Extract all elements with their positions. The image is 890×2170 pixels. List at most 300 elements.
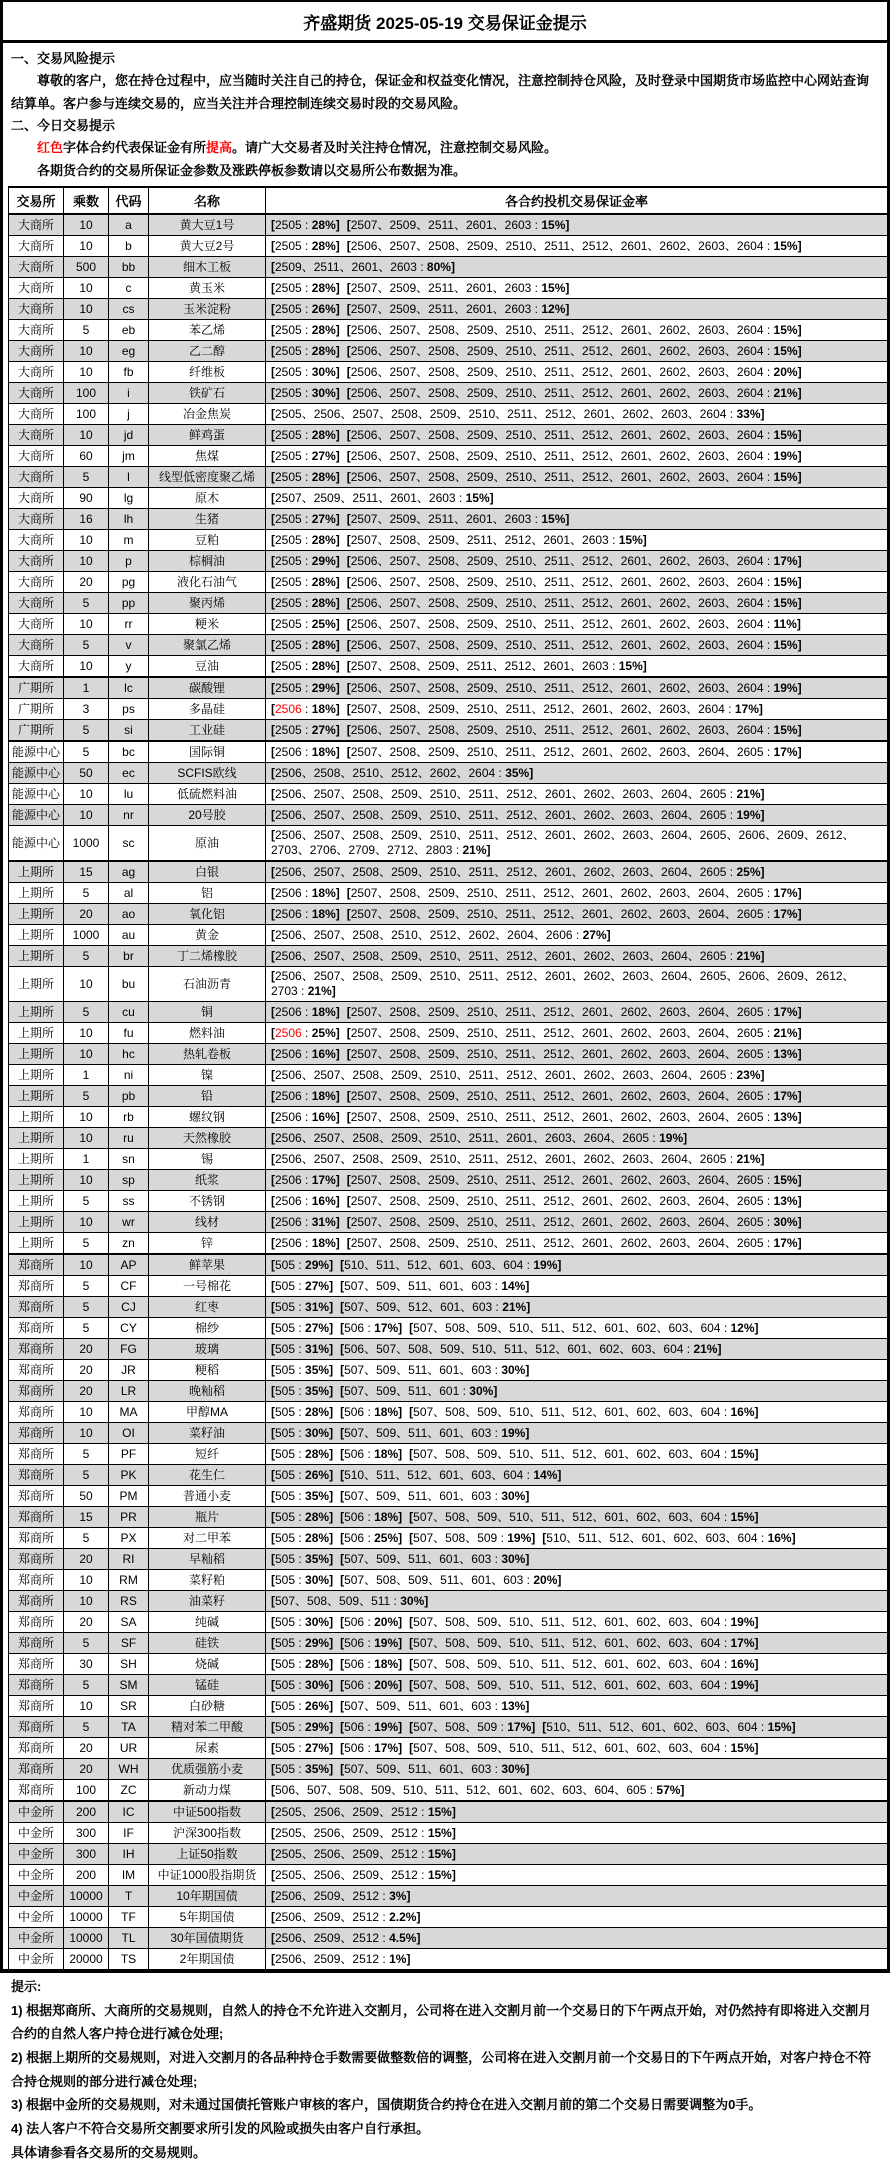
exchange-cell: 上期所 <box>9 1170 64 1191</box>
exchange-cell: 广期所 <box>9 699 64 720</box>
margin-percent: 21% <box>736 1151 761 1166</box>
code-cell: wr <box>109 1212 149 1233</box>
contract-list: 2506、2507、2508、2509、2510、2511、2512、2601、2602、2603、2604 <box>350 637 764 652</box>
table-row <box>9 1107 888 1128</box>
table-row <box>9 1654 888 1675</box>
margin-rates-cell: [2509、2511、2601、2603 : 80%] <box>266 257 888 278</box>
code-cell: sc <box>109 826 149 862</box>
multiplier-cell: 20 <box>64 1759 109 1780</box>
code-cell: y <box>109 656 149 678</box>
contract-list: 505 <box>275 1551 296 1566</box>
code-cell: eg <box>109 341 149 362</box>
table-row <box>9 1423 888 1444</box>
code-cell: b <box>109 236 149 257</box>
raised-margin-contracts: 2506 <box>275 1025 302 1040</box>
margin-percent: 31% <box>305 1299 330 1314</box>
contract-list: 2506、2507、2508、2509、2510、2511、2512、2601、2602、2603、2604 <box>350 238 764 253</box>
contract-list: 2505 <box>275 217 302 232</box>
risk-notice-paragraph: 尊敬的客户，您在持仓过程中，应当随时关注自己的持仓，保证金和权益变化情况，注意控制持仓风险，及时登录中国期货市场监控中心网站查询结算单。客户参与连续交易的，应当关注并合理控制连续交易时段的交易风险。 <box>11 73 870 111</box>
margin-rates-cell: [2507、2509、2511、2601、2603 : 15%] <box>266 488 888 509</box>
contract-list: 2506、2509、2512 <box>275 1930 380 1945</box>
exchange-cell: 郑商所 <box>9 1444 64 1465</box>
table-row <box>9 299 888 320</box>
multiplier-cell: 500 <box>64 257 109 278</box>
exchange-cell: 能源中心 <box>9 784 64 805</box>
name-cell: 棉纱 <box>149 1318 266 1339</box>
code-cell: TL <box>109 1928 149 1949</box>
margin-rates-cell: [505 : 30%] [506 : 20%] [507、508、509、510、511、512、601、602、603、604 : 19%] <box>266 1675 888 1696</box>
name-cell: 石油沥青 <box>149 967 266 1002</box>
code-cell: i <box>109 383 149 404</box>
contract-list: 2507、2508、2509、2510、2511、2512、2601、2602、2603、2604 <box>350 701 725 716</box>
multiplier-cell: 5 <box>64 1002 109 1023</box>
multiplier-cell: 200 <box>64 1865 109 1886</box>
contract-list: 507、508、509、510、511、512、601、602、603、604 <box>413 1446 721 1461</box>
margin-percent: 15% <box>541 511 566 526</box>
table-row <box>9 1254 888 1276</box>
multiplier-cell: 1 <box>64 1149 109 1170</box>
exchange-cell: 郑商所 <box>9 1402 64 1423</box>
name-cell: 甲醇MA <box>149 1402 266 1423</box>
margin-percent: 28% <box>311 322 336 337</box>
name-cell: 苯乙烯 <box>149 320 266 341</box>
table-row <box>9 1065 888 1086</box>
contract-list: 505 <box>275 1740 296 1755</box>
contract-list: 510、511、512、601、603、604 <box>344 1467 524 1482</box>
header-exchange: 交易所 <box>9 187 64 214</box>
table-row <box>9 1633 888 1654</box>
margin-percent: 30% <box>469 1383 494 1398</box>
multiplier-cell: 20 <box>64 1360 109 1381</box>
page-title: 齐盛期货 2025-05-19 交易保证金提示 <box>3 2 887 43</box>
margin-percent: 28% <box>311 532 336 547</box>
multiplier-cell: 5 <box>64 1465 109 1486</box>
exchange-cell: 上期所 <box>9 1107 64 1128</box>
code-cell: RM <box>109 1570 149 1591</box>
contract-list: 2506 <box>275 1109 302 1124</box>
code-cell: nr <box>109 805 149 826</box>
name-cell: 10年期国债 <box>149 1886 266 1907</box>
margin-percent: 15% <box>773 427 798 442</box>
multiplier-cell: 3 <box>64 699 109 720</box>
margin-rates-cell: [2506 : 17%] [2507、2508、2509、2510、2511、2512、2601、2602、2603、2604、2605 : 15%] <box>266 1170 888 1191</box>
name-cell: 铅 <box>149 1086 266 1107</box>
code-cell: T <box>109 1886 149 1907</box>
multiplier-cell: 10 <box>64 530 109 551</box>
code-cell: ni <box>109 1065 149 1086</box>
table-row <box>9 530 888 551</box>
margin-percent: 17% <box>773 744 798 759</box>
margin-percent: 19% <box>730 1677 755 1692</box>
margin-percent: 15% <box>767 1719 792 1734</box>
note-text-segment: 字体合约代表保证金有所 <box>63 140 207 156</box>
code-cell: ss <box>109 1191 149 1212</box>
multiplier-cell: 5 <box>64 1444 109 1465</box>
name-cell: 烧碱 <box>149 1654 266 1675</box>
header-margin-rates: 各合约投机交易保证金率 <box>266 187 888 214</box>
margin-percent: 18% <box>311 701 336 716</box>
code-cell: JR <box>109 1360 149 1381</box>
contract-list: 2507、2508、2509、2510、2511、2512、2601、2602、2603、2604、2605 <box>350 1214 764 1229</box>
code-cell: bu <box>109 967 149 1002</box>
contract-list: 2506 <box>275 1214 302 1229</box>
margin-rates-cell: [505 : 27%] [506 : 17%] [507、508、509、510、511、512、601、602、603、604 : 12%] <box>266 1318 888 1339</box>
code-cell: CY <box>109 1318 149 1339</box>
header-code: 代码 <box>109 187 149 214</box>
table-row <box>9 635 888 656</box>
margin-rates-cell: [505 : 30%] [506 : 20%] [507、508、509、510、511、512、601、602、603、604 : 19%] <box>266 1612 888 1633</box>
margin-percent: 17% <box>730 1635 755 1650</box>
multiplier-cell: 10 <box>64 1402 109 1423</box>
margin-percent: 21% <box>693 1341 718 1356</box>
contract-list: 505 <box>275 1656 296 1671</box>
margin-percent: 16% <box>730 1404 755 1419</box>
margin-percent: 17% <box>773 553 798 568</box>
table-row <box>9 572 888 593</box>
contract-list: 507、508、509、510、511、512、601、602、603、604 <box>413 1656 721 1671</box>
name-cell: 多晶硅 <box>149 699 266 720</box>
contract-list: 2505 <box>275 448 302 463</box>
exchange-cell: 上期所 <box>9 1149 64 1170</box>
margin-rates-cell: [505 : 28%] [506 : 18%] [507、508、509、510、511、512、601、602、603、604 : 16%] <box>266 1402 888 1423</box>
margin-rates-cell: [2506、2507、2508、2509、2510、2511、2512、2601、2602、2603、2604、2605、2606、2609、2612、2703、2706、2709、2712、2803 : 21%] <box>266 826 888 862</box>
contract-list: 2506、2507、2508、2509、2510、2511、2512、2601、2602、2603、2604 <box>350 469 764 484</box>
margin-rates-cell: [2505 : 30%] [2506、2507、2508、2509、2510、2511、2512、2601、2602、2603、2604 : 20%] <box>266 362 888 383</box>
contract-list: 2506、2507、2508、2509、2510、2511、2512、2601、2602、2603、2604、2605 <box>275 948 727 963</box>
contract-list: 505 <box>275 1404 296 1419</box>
table-row <box>9 1823 888 1844</box>
exchange-cell: 能源中心 <box>9 826 64 862</box>
margin-percent: 25% <box>311 616 336 631</box>
margin-rates-cell: [506、507、508、509、510、511、512、601、602、603、604、605 : 57%] <box>266 1780 888 1802</box>
margin-percent: 25% <box>736 864 761 879</box>
margin-percent: 27% <box>311 722 336 737</box>
margin-percent: 30% <box>305 1614 330 1629</box>
margin-rates-cell: [2506、2507、2508、2509、2510、2511、2601、2603、2604、2605 : 19%] <box>266 1128 888 1149</box>
margin-percent: 11% <box>773 616 797 631</box>
table-row <box>9 425 888 446</box>
multiplier-cell: 5 <box>64 1297 109 1318</box>
table-row <box>9 1675 888 1696</box>
footer-heading: 提示: <box>11 1979 42 1995</box>
margin-percent: 19% <box>773 448 798 463</box>
contract-list: 2505 <box>275 280 302 295</box>
name-cell: 一号棉花 <box>149 1276 266 1297</box>
margin-percent: 26% <box>311 301 336 316</box>
multiplier-cell: 5 <box>64 1233 109 1255</box>
contract-list: 505 <box>275 1362 296 1377</box>
code-cell: lu <box>109 784 149 805</box>
code-cell: eb <box>109 320 149 341</box>
contract-list: 506 <box>344 1404 365 1419</box>
margin-rates-cell: [2505 : 27%] [2507、2509、2511、2601、2603 : 15%] <box>266 509 888 530</box>
exchange-cell: 中金所 <box>9 1928 64 1949</box>
contract-list: 505 <box>275 1488 296 1503</box>
margin-rates-cell: [2506、2507、2508、2509、2510、2511、2512、2601、2602、2603、2604、2605 : 21%] <box>266 784 888 805</box>
margin-percent: 35% <box>305 1488 330 1503</box>
margin-percent: 15% <box>427 1825 452 1840</box>
code-cell: pb <box>109 1086 149 1107</box>
margin-rates-cell: [505 : 30%] [507、508、509、511、601、603 : 20%] <box>266 1570 888 1591</box>
contract-list: 2506、2507、2508、2509、2510、2511、2512、2601、2602、2603、2604、2605 <box>275 807 727 822</box>
margin-rates-cell: [2505、2506、2507、2508、2509、2510、2511、2512、2601、2602、2603、2604 : 33%] <box>266 404 888 425</box>
code-cell: WH <box>109 1759 149 1780</box>
margin-rates-cell: [505 : 35%] [507、509、511、601 : 30%] <box>266 1381 888 1402</box>
name-cell: 白砂糖 <box>149 1696 266 1717</box>
name-cell: 碳酸锂 <box>149 677 266 699</box>
margin-rates-cell: [2505 : 28%] [2507、2509、2511、2601、2603 : 15%] <box>266 214 888 236</box>
contract-list: 507、508、509、510、511、512、601、602、603、604 <box>413 1740 721 1755</box>
name-cell: 普通小麦 <box>149 1486 266 1507</box>
name-cell: 锰硅 <box>149 1675 266 1696</box>
multiplier-cell: 20 <box>64 904 109 925</box>
contract-list: 2507、2509、2511、2601、2603 <box>350 301 532 316</box>
exchange-cell: 郑商所 <box>9 1717 64 1738</box>
margin-rates-cell: [505 : 28%] [506 : 18%] [507、508、509、510、511、512、601、602、603、604 : 15%] <box>266 1507 888 1528</box>
name-cell: 黄大豆1号 <box>149 214 266 236</box>
exchange-cell: 大商所 <box>9 572 64 593</box>
code-cell: OI <box>109 1423 149 1444</box>
margin-rates-cell: [505 : 35%] [507、509、511、601、603 : 30%] <box>266 1486 888 1507</box>
margin-percent: 4.5% <box>389 1930 417 1945</box>
contract-list: 2507、2508、2509、2510、2511、2512、2601、2602、2603、2604、2605 <box>350 1109 764 1124</box>
contract-list: 2506、2507、2508、2509、2510、2511、2512、2601、2602、2603、2604 <box>350 553 764 568</box>
margin-percent: 20% <box>773 364 798 379</box>
contract-list: 506 <box>344 1614 365 1629</box>
contract-list: 510、511、512、601、603、604 <box>344 1257 524 1272</box>
exchange-cell: 上期所 <box>9 1233 64 1255</box>
code-cell: lg <box>109 488 149 509</box>
contract-list: 2506、2509、2512 <box>275 1909 380 1924</box>
table-row <box>9 446 888 467</box>
exchange-cell: 上期所 <box>9 883 64 904</box>
contract-list: 2505 <box>275 637 302 652</box>
code-cell: SM <box>109 1675 149 1696</box>
margin-percent: 30% <box>305 1677 330 1692</box>
margin-rates-cell: [2505 : 28%] [2506、2507、2508、2509、2510、2511、2512、2601、2602、2603、2604 : 15%] <box>266 320 888 341</box>
margin-rates-cell: [505 : 29%] [506 : 19%] [507、508、509 : 17%] [510、511、512、601、602、603、604 : 15%] <box>266 1717 888 1738</box>
margin-percent: 28% <box>311 595 336 610</box>
margin-rates-cell: [505 : 26%] [510、511、512、601、603、604 : 14%] <box>266 1465 888 1486</box>
exchange-cell: 中金所 <box>9 1907 64 1928</box>
contract-list: 2506、2507、2508、2509、2510、2511、2512、2601、2602、2603、2604 <box>350 680 764 695</box>
multiplier-cell: 1000 <box>64 826 109 862</box>
code-cell: ZC <box>109 1780 149 1802</box>
contract-list: 2505 <box>275 364 302 379</box>
margin-percent: 13% <box>773 1193 798 1208</box>
table-row <box>9 1528 888 1549</box>
multiplier-cell: 10 <box>64 656 109 678</box>
multiplier-cell: 10 <box>64 614 109 635</box>
margin-percent: 17% <box>773 885 798 900</box>
exchange-cell: 郑商所 <box>9 1339 64 1360</box>
margin-percent: 35% <box>305 1761 330 1776</box>
code-cell: sn <box>109 1149 149 1170</box>
name-cell: 瓶片 <box>149 1507 266 1528</box>
multiplier-cell: 10 <box>64 1212 109 1233</box>
margin-percent: 29% <box>305 1257 330 1272</box>
table-row <box>9 1591 888 1612</box>
multiplier-cell: 5 <box>64 1633 109 1654</box>
margin-percent: 80% <box>426 259 451 274</box>
code-cell: jm <box>109 446 149 467</box>
name-cell: 2年期国债 <box>149 1949 266 1971</box>
table-row <box>9 699 888 720</box>
code-cell: ec <box>109 763 149 784</box>
code-cell: LR <box>109 1381 149 1402</box>
table-row <box>9 1149 888 1170</box>
table-row <box>9 1570 888 1591</box>
contract-list: 2506、2507、2508、2509、2510、2511、2512、2601、2602、2603、2604 <box>350 574 764 589</box>
margin-percent: 35% <box>505 765 530 780</box>
code-cell: FG <box>109 1339 149 1360</box>
code-cell: al <box>109 883 149 904</box>
margin-percent: 15% <box>773 322 798 337</box>
contract-list: 2506、2507、2508、2509、2510、2511、2512、2601、2602、2603、2604 <box>350 722 764 737</box>
name-cell: 红枣 <box>149 1297 266 1318</box>
table-row <box>9 1276 888 1297</box>
contract-list: 505 <box>275 1257 296 1272</box>
contract-list: 507、509、511、601 <box>344 1383 460 1398</box>
contract-list: 505 <box>275 1278 296 1293</box>
margin-percent: 30% <box>501 1362 526 1377</box>
exchange-cell: 大商所 <box>9 362 64 383</box>
margin-percent: 15% <box>730 1446 755 1461</box>
code-cell: zn <box>109 1233 149 1255</box>
name-cell: 花生仁 <box>149 1465 266 1486</box>
exchange-cell: 中金所 <box>9 1844 64 1865</box>
margin-percent: 28% <box>311 469 336 484</box>
table-row <box>9 1717 888 1738</box>
contract-list: 2506、2508、2510、2512、2602、2604 <box>275 765 496 780</box>
header-multiplier: 乘数 <box>64 187 109 214</box>
contract-list: 506、507、508、509、510、511、512、601、602、603、604、605 <box>275 1782 647 1797</box>
code-cell: PX <box>109 1528 149 1549</box>
contract-list: 507、509、511、601、603 <box>344 1698 492 1713</box>
margin-percent: 21% <box>307 984 332 999</box>
code-cell: j <box>109 404 149 425</box>
margin-rates-cell: [505 : 29%] [506 : 19%] [507、508、509、510、511、512、601、602、603、604 : 17%] <box>266 1633 888 1654</box>
margin-percent: 21% <box>736 948 761 963</box>
code-cell: rb <box>109 1107 149 1128</box>
table-row <box>9 1780 888 1802</box>
name-cell: 精对苯二甲酸 <box>149 1717 266 1738</box>
contract-list: 507、508、509、510、511、512、601、602、603、604 <box>413 1320 721 1335</box>
exchange-cell: 郑商所 <box>9 1423 64 1444</box>
contract-list: 505 <box>275 1614 296 1629</box>
multiplier-cell: 20 <box>64 1549 109 1570</box>
exchange-cell: 郑商所 <box>9 1528 64 1549</box>
name-cell: 原木 <box>149 488 266 509</box>
contract-list: 2505 <box>275 574 302 589</box>
multiplier-cell: 20 <box>64 1381 109 1402</box>
contract-list: 2506、2509、2512 <box>275 1951 380 1966</box>
contract-list: 2506、2507、2508、2509、2510、2511、2512、2601、2602、2603、2604、2605 <box>275 1151 727 1166</box>
margin-rates-cell: [2506 : 31%] [2507、2508、2509、2510、2511、2512、2601、2602、2603、2604、2605 : 30%] <box>266 1212 888 1233</box>
name-cell: 燃料油 <box>149 1023 266 1044</box>
table-row <box>9 784 888 805</box>
exchange-cell: 上期所 <box>9 1023 64 1044</box>
table-row <box>9 509 888 530</box>
contract-list: 506 <box>344 1320 365 1335</box>
exchange-params-note: 各期货合约的交易所保证金参数及涨跌停板参数请以交易所公布数据为准。 <box>37 162 467 178</box>
exchange-cell: 大商所 <box>9 488 64 509</box>
multiplier-cell: 5 <box>64 1675 109 1696</box>
margin-percent: 17% <box>374 1740 399 1755</box>
contract-list: 2506、2507、2508、2509、2510、2511、2601、2603、2604、2605 <box>275 1130 650 1145</box>
multiplier-cell: 5 <box>64 1717 109 1738</box>
code-cell: IH <box>109 1844 149 1865</box>
exchange-cell: 郑商所 <box>9 1738 64 1759</box>
multiplier-cell: 10 <box>64 362 109 383</box>
name-cell: 中证1000股指期货 <box>149 1865 266 1886</box>
exchange-cell: 上期所 <box>9 1191 64 1212</box>
contract-list: 510、511、512、601、602、603、604 <box>546 1719 758 1734</box>
margin-percent: 17% <box>507 1719 532 1734</box>
contract-list: 507、509、511、601、603 <box>344 1551 492 1566</box>
exchange-cell: 上期所 <box>9 1128 64 1149</box>
contract-list: 2507、2508、2509、2510、2511、2512、2601、2602、2603、2604、2605 <box>350 1088 764 1103</box>
multiplier-cell: 10 <box>64 1170 109 1191</box>
multiplier-cell: 5 <box>64 1318 109 1339</box>
margin-percent: 25% <box>374 1530 399 1545</box>
table-row <box>9 1381 888 1402</box>
name-cell: 5年期国债 <box>149 1907 266 1928</box>
name-cell: 线材 <box>149 1212 266 1233</box>
exchange-cell: 大商所 <box>9 593 64 614</box>
margin-percent: 30% <box>305 1425 330 1440</box>
margin-percent: 28% <box>311 637 336 652</box>
multiplier-cell: 10000 <box>64 1907 109 1928</box>
margin-rates-cell: [2506 : 18%] [2507、2508、2509、2510、2511、2512、2601、2602、2603、2604、2605 : 17%] <box>266 883 888 904</box>
table-row <box>9 967 888 1002</box>
margin-percent: 28% <box>311 427 336 442</box>
name-cell: 丁二烯橡胶 <box>149 946 266 967</box>
margin-percent: 15% <box>618 658 643 673</box>
name-cell: 硅铁 <box>149 1633 266 1654</box>
margin-percent: 27% <box>582 927 607 942</box>
section-2-heading: 二、今日交易提示 <box>11 118 116 134</box>
multiplier-cell: 100 <box>64 383 109 404</box>
multiplier-cell: 30 <box>64 1654 109 1675</box>
exchange-cell: 大商所 <box>9 425 64 446</box>
exchange-cell: 郑商所 <box>9 1549 64 1570</box>
red-text-segment: 提高 <box>206 140 233 156</box>
exchange-cell: 大商所 <box>9 320 64 341</box>
name-cell: 黄大豆2号 <box>149 236 266 257</box>
name-cell: 20号胶 <box>149 805 266 826</box>
table-row <box>9 236 888 257</box>
margin-rates-cell: [2505、2506、2509、2512 : 15%] <box>266 1801 888 1823</box>
code-cell: v <box>109 635 149 656</box>
multiplier-cell: 5 <box>64 1191 109 1212</box>
contract-list: 2506、2507、2508、2509、2510、2511、2512、2601、2602、2603、2604 <box>350 595 764 610</box>
contract-list: 2507、2509、2511、2601、2603 <box>350 511 532 526</box>
multiplier-cell: 200 <box>64 1801 109 1823</box>
margin-percent: 29% <box>305 1719 330 1734</box>
code-cell: IM <box>109 1865 149 1886</box>
multiplier-cell: 300 <box>64 1844 109 1865</box>
margin-percent: 15% <box>773 595 798 610</box>
margin-rates-cell: [2505 : 28%] [2507、2508、2509、2511、2512、2601、2603 : 15%] <box>266 656 888 678</box>
margin-percent: 29% <box>311 553 336 568</box>
table-row <box>9 1507 888 1528</box>
contract-list: 505 <box>275 1446 296 1461</box>
code-cell: pp <box>109 593 149 614</box>
table-row <box>9 1844 888 1865</box>
table-row <box>9 320 888 341</box>
name-cell: 纤维板 <box>149 362 266 383</box>
